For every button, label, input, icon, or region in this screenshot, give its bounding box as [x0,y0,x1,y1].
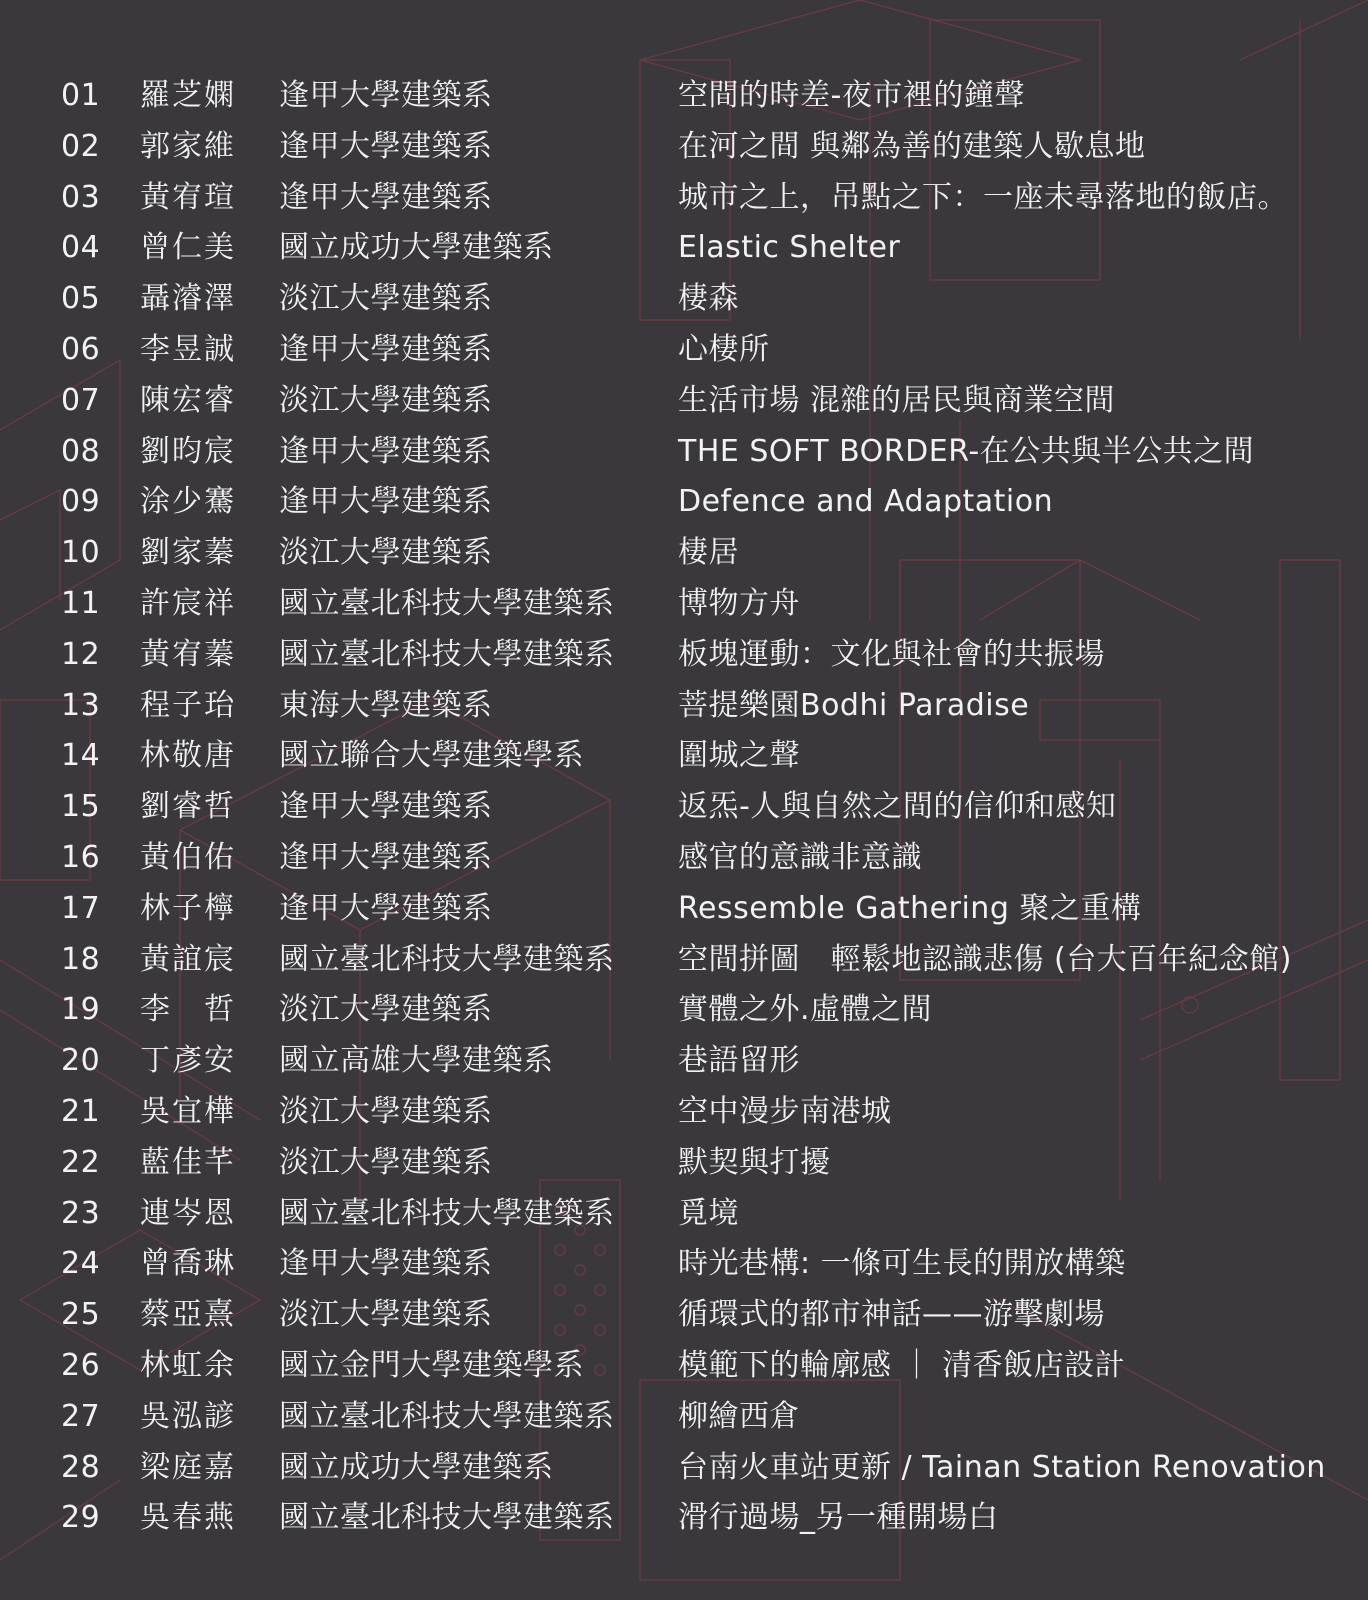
entry-name: 曾喬琳 [140,1246,236,1282]
entry-school: 國立成功大學建築系 [279,230,554,266]
entry-row [0,427,1368,478]
entry-title: 心棲所 [678,331,770,367]
entry-row [0,528,1368,579]
entry-name: 林虹余 [140,1347,236,1383]
entry-school: 逢甲大學建築系 [279,128,493,164]
entry-number: 23 [61,1195,101,1231]
entry-name: 李 哲 [140,992,236,1028]
entry-row [0,985,1368,1036]
entry-name: 陳宏睿 [140,382,236,418]
entry-number: 12 [61,636,101,672]
entry-row [0,477,1368,528]
entry-row [0,579,1368,630]
entry-title: 圍城之聲 [678,738,800,774]
entry-list [0,71,1368,1544]
entry-number: 07 [61,382,101,418]
entry-name: 吳泓諺 [140,1398,236,1434]
entry-school: 逢甲大學建築系 [279,78,493,113]
entry-school: 逢甲大學建築系 [279,433,493,469]
entry-title: 默契與打擾 [678,1144,831,1180]
entry-row [0,1493,1368,1544]
entry-number: 25 [61,1297,101,1333]
entry-row [0,223,1368,274]
entry-title: 模範下的輪廓感 ｜ 清香飯店設計 [678,1347,1126,1383]
entry-row [0,681,1368,732]
entry-number: 02 [61,128,101,164]
entry-name: 林敬唐 [140,738,236,774]
entry-number: 03 [61,179,101,215]
entry-row [0,630,1368,681]
entry-school: 淡江大學建築系 [279,1297,493,1333]
entry-title: 城市之上，吊點之下：一座未尋落地的飯店。 [678,179,1288,215]
entry-name: 藍佳芊 [140,1144,236,1180]
entry-row [0,122,1368,173]
entry-number: 24 [61,1246,101,1282]
entry-row [0,1036,1368,1087]
entry-name: 丁彥安 [140,1043,236,1079]
entry-row [0,884,1368,935]
entry-number: 10 [61,535,101,571]
entry-school: 國立臺北科技大學建築系 [279,1500,615,1536]
entry-row [0,325,1368,376]
entry-school: 逢甲大學建築系 [279,331,493,367]
entry-school: 逢甲大學建築系 [279,179,493,215]
entry-school: 國立臺北科技大學建築系 [279,941,615,977]
entry-title: 滑行過場_另一種開場白 [678,1500,999,1536]
entry-name: 吳宜樺 [140,1093,236,1129]
entry-title: 棲森 [678,281,739,317]
entry-number: 21 [61,1093,101,1129]
entry-name: 聶濬澤 [140,281,236,317]
entry-title: 返炁-人與自然之間的信仰和感知 [678,789,1117,825]
entry-number: 29 [61,1500,101,1536]
entry-school: 逢甲大學建築系 [279,484,493,520]
entry-row [0,1392,1368,1443]
entry-name: 黃宥蓁 [140,636,236,672]
entry-school: 國立金門大學建築學系 [279,1347,584,1383]
entry-row [0,1290,1368,1341]
entry-title: 感官的意識非意識 [678,839,922,875]
entry-school: 淡江大學建築系 [279,382,493,418]
entry-row [0,782,1368,833]
entry-title: 生活市場 混雜的居民與商業空間 [678,382,1116,418]
entry-number: 08 [61,433,101,469]
entry-name: 連岑恩 [140,1195,236,1231]
entry-title: 板塊運動：文化與社會的共振場 [678,636,1105,672]
entry-school: 國立臺北科技大學建築系 [279,1195,615,1231]
entry-number: 04 [61,230,101,266]
entry-school: 國立臺北科技大學建築系 [279,636,615,672]
entry-title: 巷語留形 [678,1043,800,1079]
entry-name: 涂少騫 [140,484,236,520]
entry-number: 19 [61,992,101,1028]
entry-row [0,173,1368,224]
entry-name: 羅芝嫻 [140,78,236,113]
entry-school: 逢甲大學建築系 [279,789,493,825]
entry-school: 淡江大學建築系 [279,1093,493,1129]
entry-name: 程子珆 [140,687,236,723]
entry-row [0,1239,1368,1290]
entry-name: 許宸祥 [140,585,236,621]
entry-row [0,71,1368,122]
entry-school: 國立成功大學建築系 [279,1449,554,1485]
entry-title: 循環式的都市神話——游擊劇場 [678,1297,1105,1333]
entry-school: 國立高雄大學建築系 [279,1043,554,1079]
entry-number: 13 [61,687,101,723]
entry-row [0,1443,1368,1494]
entry-title: 空間拼圖 輕鬆地認識悲傷 (台大百年紀念館) [678,941,1292,977]
entry-title: 覓境 [678,1195,739,1231]
entry-number: 18 [61,941,101,977]
entry-title: Defence and Adaptation [678,484,1054,520]
entry-title: 柳繪西倉 [678,1398,800,1434]
entry-name: 梁庭嘉 [140,1449,236,1485]
entry-title: Elastic Shelter [678,230,901,266]
entry-name: 劉睿哲 [140,789,236,825]
entry-name: 黃誼宸 [140,941,236,977]
entry-title: 博物方舟 [678,585,800,621]
entry-school: 逢甲大學建築系 [279,1246,493,1282]
entry-school: 東海大學建築系 [279,687,493,723]
entry-name: 郭家維 [140,128,236,164]
entry-school: 淡江大學建築系 [279,992,493,1028]
entry-school: 國立臺北科技大學建築系 [279,585,615,621]
entry-number: 22 [61,1144,101,1180]
entry-title: 棲居 [678,535,739,571]
entry-number: 16 [61,839,101,875]
entry-number: 28 [61,1449,101,1485]
entry-number: 01 [61,78,101,113]
entry-name: 吳春燕 [140,1500,236,1536]
entry-title: 時光巷構: 一條可生長的開放構築 [678,1246,1126,1282]
entry-row [0,1087,1368,1138]
entry-title: 空中漫步南港城 [678,1093,892,1129]
entry-school: 國立聯合大學建築學系 [279,738,584,774]
entry-name: 林子檸 [140,890,236,926]
entry-number: 27 [61,1398,101,1434]
entry-school: 逢甲大學建築系 [279,890,493,926]
entry-name: 劉家蓁 [140,535,236,571]
entry-row [0,731,1368,782]
entry-row [0,1341,1368,1392]
entry-title: Ressemble Gathering 聚之重構 [678,890,1142,926]
entry-row [0,935,1368,986]
entry-name: 曾仁美 [140,230,236,266]
entry-number: 26 [61,1347,101,1383]
entry-school: 淡江大學建築系 [279,535,493,571]
entry-title: 菩提樂園Bodhi Paradise [678,687,1030,723]
entry-school: 國立臺北科技大學建築系 [279,1398,615,1434]
entry-name: 蔡亞熹 [140,1297,236,1333]
entry-title: 在河之間 與鄰為善的建築人歇息地 [678,128,1146,164]
entry-school: 淡江大學建築系 [279,281,493,317]
entry-name: 黃伯佑 [140,839,236,875]
entry-number: 06 [61,331,101,367]
entry-name: 黃宥瑄 [140,179,236,215]
entry-number: 20 [61,1043,101,1079]
entry-title: 空間的時差-夜市裡的鐘聲 [678,78,1025,113]
entry-number: 15 [61,789,101,825]
entry-school: 淡江大學建築系 [279,1144,493,1180]
entry-row [0,274,1368,325]
entry-title: 實體之外.虛體之間 [678,992,933,1028]
entry-row [0,833,1368,884]
entry-number: 09 [61,484,101,520]
entry-number: 05 [61,281,101,317]
entry-name: 劉昀宸 [140,433,236,469]
entry-number: 11 [61,585,101,621]
entry-name: 李昱誠 [140,331,236,367]
entry-school: 逢甲大學建築系 [279,839,493,875]
entry-number: 17 [61,890,101,926]
entry-row [0,376,1368,427]
entry-title: 台南火車站更新 / Tainan Station Renovation [678,1449,1326,1485]
entry-row [0,1189,1368,1240]
entry-row [0,1138,1368,1189]
entry-title: THE SOFT BORDER-在公共與半公共之間 [678,433,1255,469]
entry-number: 14 [61,738,101,774]
